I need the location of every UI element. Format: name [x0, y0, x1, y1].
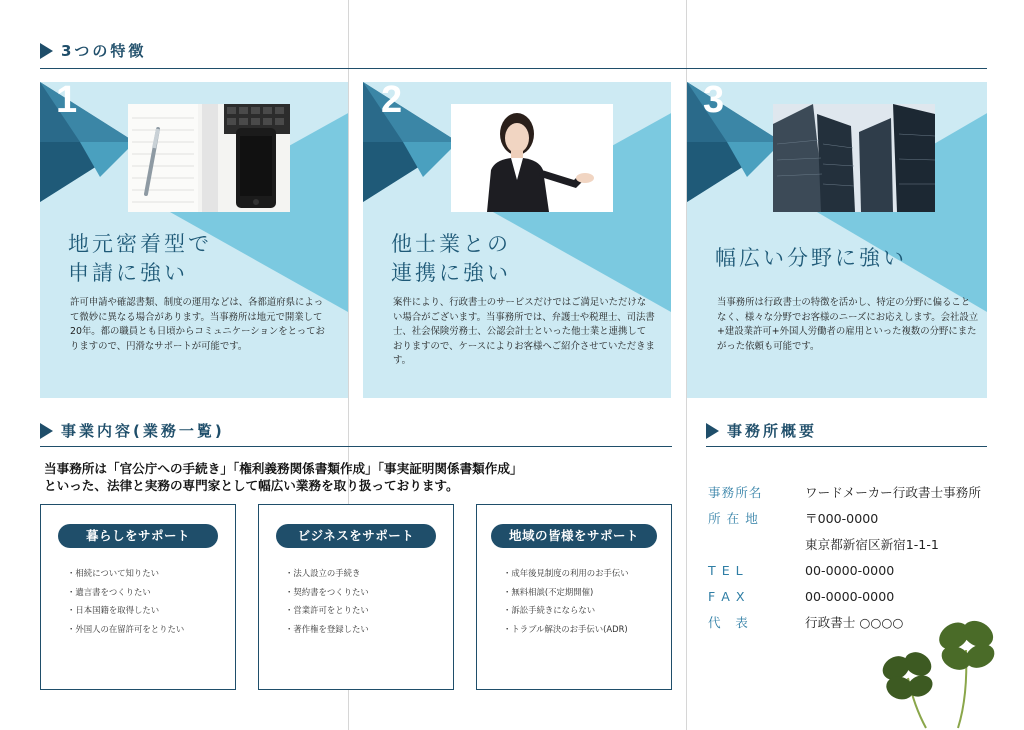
feature-body-1: 許可申請や確認書類、制度の運用などは、各都道府県によって微妙に異なる場合があります。当事務所は地元で開業して20年。都の職員とも日頃からコミュニケーションをとっておりますので、円滑なサポートが可能です。 [70, 297, 325, 352]
list-item: ・ 契約書をつくりたい [285, 583, 369, 602]
feature-photo-3 [773, 104, 935, 212]
list-item: ・ 相続について知りたい [67, 564, 184, 583]
service-list-business [285, 564, 369, 638]
office-postal: 〒000-0000 [805, 511, 879, 526]
office-rep-label: 代 表 [708, 615, 749, 630]
features-section-heading [40, 40, 146, 61]
feature-number-2: 2 [381, 82, 403, 121]
heading-triangle-icon [40, 423, 53, 439]
feature-number-1: 1 [56, 82, 78, 121]
list-item: ・ 日本国籍を取得したい [67, 601, 184, 620]
office-fax: 00-0000-0000 [805, 589, 895, 604]
business-section-heading [40, 420, 225, 441]
feature-title-1 [68, 230, 212, 288]
business-section-title: 事業内容(業務一覧) [61, 422, 225, 440]
list-item: ・ 遺言書をつくりたい [67, 583, 184, 602]
feature-body-3: 当事務所は行政書士の特徴を活かし、特定の分野に偏ることなく、様々な分野でお客様のニーズにお応えします。会社設立+建設業許可+外国人労働者の雇用といった複数の分野にまたがった依頼も可能です。 [717, 297, 979, 352]
office-row-address2 [708, 532, 981, 558]
service-list-community [503, 564, 629, 638]
feature-panel-2 [363, 82, 671, 398]
office-row-name [708, 480, 981, 506]
feature-title-3-line1: 幅広い分野に強い [715, 246, 907, 270]
feature-title-2-line1: 他士業との [391, 232, 511, 256]
office-fax-label: F A X [708, 589, 746, 604]
office-row-tel [708, 558, 981, 584]
service-box-community [476, 504, 672, 690]
heading-triangle-icon [40, 43, 53, 59]
office-name-label: 事務所名 [708, 485, 763, 500]
feature-title-1-line1: 地元密着型で [68, 232, 212, 256]
business-section-rule [40, 446, 672, 447]
list-item: ・ 無料相談(不定期開催) [503, 583, 629, 602]
office-name: ワードメーカー行政書士事務所 [805, 485, 981, 500]
feature-title-2-line2: 連携に強い [391, 261, 511, 285]
feature-photo-1 [128, 104, 290, 212]
office-address-label: 所 在 地 [708, 511, 759, 526]
features-section-rule [40, 68, 987, 69]
office-section-rule [706, 446, 987, 447]
office-tel: 00-0000-0000 [805, 563, 895, 578]
features-section-title: 3つの特徴 [61, 42, 147, 60]
business-intro-line2: といった、法律と実務の専門家として幅広い業務を取り扱っております。 [44, 478, 459, 493]
service-list-life [67, 564, 184, 638]
feature-photo-2 [451, 104, 613, 212]
feature-title-1-line2: 申請に強い [68, 261, 188, 285]
office-address: 東京都新宿区新宿1-1-1 [805, 537, 939, 552]
service-box-life [40, 504, 236, 690]
feature-title-3 [715, 244, 907, 273]
business-intro-line1: 当事務所は「官公庁への手続き」「権利義務関係書類作成」「事実証明関係書類作成」 [44, 461, 523, 476]
office-tel-label: T E L [708, 563, 744, 578]
service-title-life: 暮らしをサポート [58, 524, 218, 548]
list-item: ・ 著作権を登録したい [285, 620, 369, 639]
list-item: ・ 法人設立の手続き [285, 564, 369, 583]
list-item: ・ 訴訟手続きにならない [503, 601, 629, 620]
list-item: ・ トラブル解決のお手伝い(ADR) [503, 620, 629, 639]
business-intro [44, 460, 523, 494]
office-section-title: 事務所概要 [727, 422, 818, 440]
service-box-business [258, 504, 454, 690]
list-item: ・ 外国人の在留許可をとりたい [67, 620, 184, 639]
service-title-community: 地域の皆様をサポート [491, 524, 657, 548]
service-title-business: ビジネスをサポート [276, 524, 436, 548]
clover-icon [870, 606, 1010, 730]
list-item: ・ 営業許可をとりたい [285, 601, 369, 620]
office-address-spacer [708, 532, 805, 558]
office-row-address [708, 506, 981, 532]
office-rep: 行政書士 ○○○○ [805, 615, 904, 630]
feature-panel-3 [687, 82, 987, 398]
heading-triangle-icon [706, 423, 719, 439]
feature-panel-1 [40, 82, 348, 398]
office-section-heading [706, 420, 817, 441]
feature-body-2: 案件により、行政書士のサービスだけではご満足いただけない場合がございます。当事務所では、弁護士や税理士、司法書士、社会保険労務士、公認会計士といった他士業と連携しておりますので、ケースによりお客様へご紹介させていただきます。 [393, 297, 655, 366]
feature-number-3: 3 [703, 82, 725, 121]
list-item: ・ 成年後見制度の利用のお手伝い [503, 564, 629, 583]
feature-title-2 [391, 230, 511, 288]
